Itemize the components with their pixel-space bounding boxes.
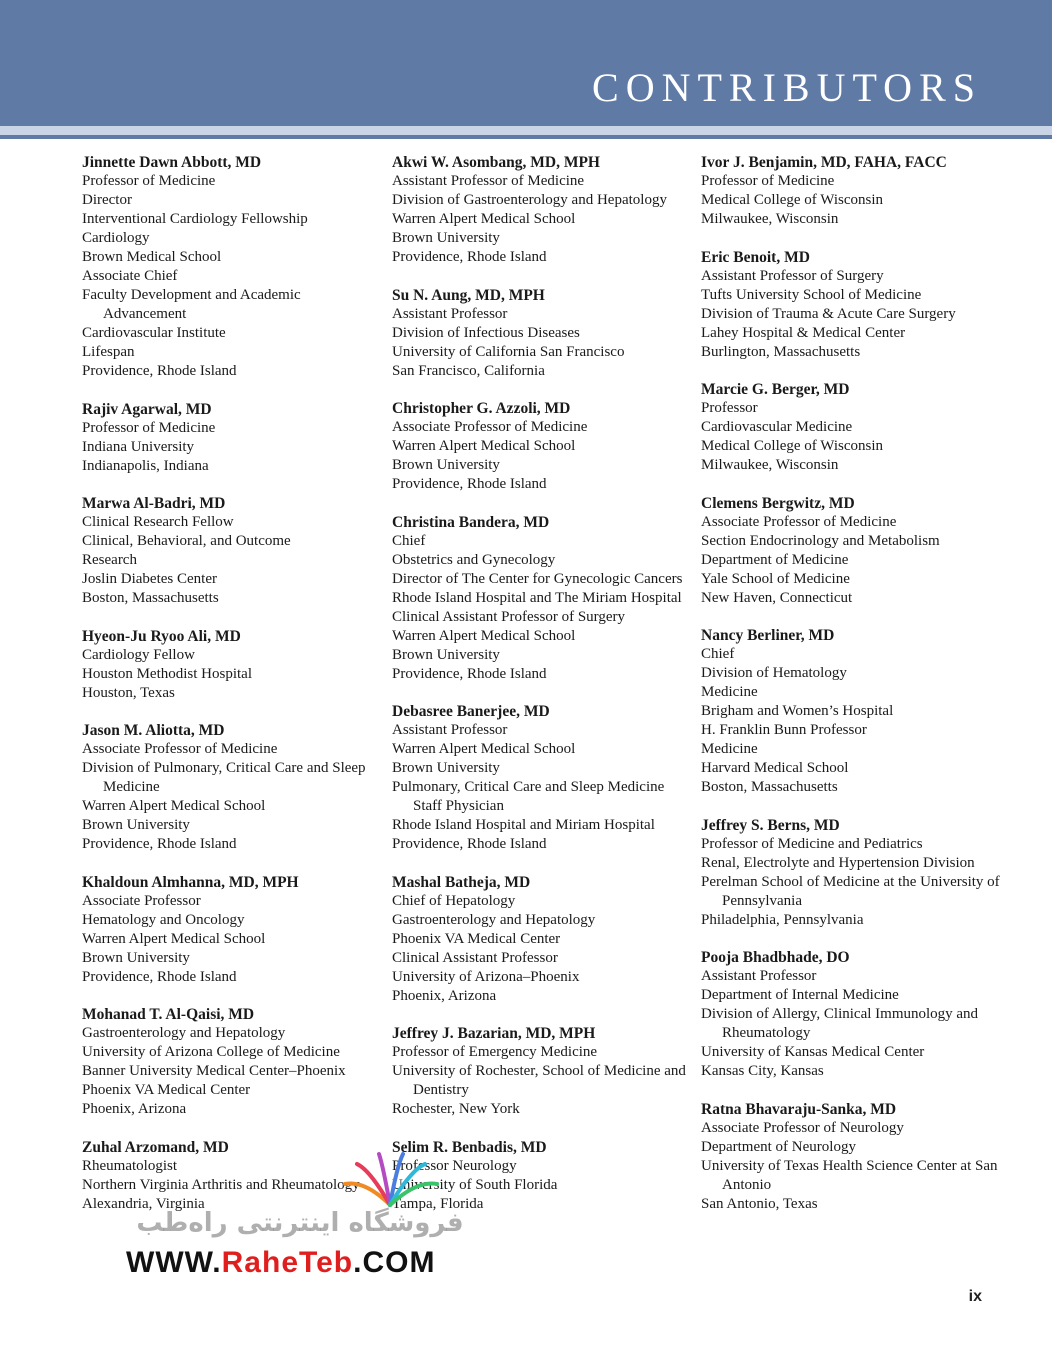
contributor-entry — [392, 873, 692, 1006]
contributor-name: Mashal Batheja, MD — [392, 873, 531, 891]
contributor-name: Marcie G. Berger, MD — [701, 381, 850, 398]
contributor-entry — [701, 816, 1006, 930]
contributor-affiliation-line: Renal, Electrolyte and Hypertension Division — [701, 854, 975, 871]
contributor-affiliation-line: Professor of Emergency Medicine — [392, 1044, 598, 1060]
contributor-affiliation-line: Medicine — [701, 741, 758, 757]
contributor-affiliation-line: Chief — [392, 532, 426, 549]
contributors-column-2 — [392, 153, 692, 1232]
contributor-affiliation-line: Clinical Research Fellow — [82, 514, 234, 530]
watermark-url — [126, 1246, 435, 1280]
contributor-affiliation-line: Warren Alpert Medical School — [392, 211, 576, 227]
contributor-entry — [82, 153, 382, 381]
contributor-name: Marwa Al-Badri, MD — [82, 495, 226, 512]
contributor-affiliation-line: Section Endocrinology and Metabolism — [701, 532, 940, 549]
contributor-affiliation-line: Associate Professor of Neurology — [701, 1119, 904, 1136]
contributor-entry — [82, 873, 382, 987]
contributor-affiliation-line: Lifespan — [82, 344, 135, 360]
contributor-affiliation-line: Cardiology — [82, 230, 150, 246]
watermark-persian-text: فروشگاه اینترنتی راه‌طب — [136, 1208, 464, 1238]
contributor-affiliation-line: Cardiovascular Institute — [82, 325, 226, 341]
contributor-affiliation-line: Division of Trauma & Acute Care Surgery — [701, 305, 956, 322]
contributor-affiliation-line: Rhode Island Hospital and The Miriam Hospital — [392, 589, 682, 606]
contributor-name: Hyeon-Ju Ryoo Ali, MD — [82, 627, 241, 645]
contributor-name: Jinnette Dawn Abbott, MD — [82, 154, 262, 171]
contributor-affiliation-line: Assistant Professor — [392, 722, 508, 738]
contributor-affiliation-line: Department of Internal Medicine — [701, 987, 899, 1003]
contributor-affiliation-line: Associate Chief — [82, 268, 178, 284]
contributor-affiliation-line: Indiana University — [82, 438, 195, 455]
contributor-affiliation-line: Associate Professor of Medicine — [82, 741, 278, 757]
contributor-entry — [701, 380, 1006, 475]
contributor-affiliation-line: Brigham and Women’s Hospital — [701, 703, 894, 719]
contributor-affiliation-line: Phoenix VA Medical Center — [392, 930, 561, 947]
contributor-affiliation-line: Warren Alpert Medical School — [392, 438, 576, 454]
contributor-affiliation-line: Associate Professor — [82, 892, 201, 909]
contributor-name: Ratna Bhavaraju-Sanka, MD — [701, 1100, 897, 1118]
contributor-name: Khaldoun Almhanna, MD, MPH — [82, 873, 299, 891]
contributor-affiliation-line: Tampa, Florida — [392, 1195, 484, 1212]
watermark-url-brand: RaheTeb — [221, 1246, 354, 1279]
contributor-affiliation-line: Medicine — [701, 684, 758, 700]
contributor-affiliation-line: Joslin Diabetes Center — [82, 571, 217, 587]
contributor-affiliation-line: Harvard Medical School — [701, 760, 849, 776]
contributor-affiliation-line: Houston, Texas — [82, 684, 175, 701]
contributor-affiliation-line: Northern Virginia Arthritis and Rheumatology — [82, 1176, 360, 1193]
contributor-affiliation-line: Division of Allergy, Clinical Immunology and Rheumatology — [701, 1006, 979, 1041]
contributor-affiliation-line: Brown University — [392, 760, 500, 776]
contributor-affiliation-line: Professor of Medicine — [82, 173, 216, 189]
contributors-column-1 — [82, 153, 382, 1232]
contributor-affiliation-line: Providence, Rhode Island — [82, 363, 237, 379]
contributor-affiliation-line: Brown University — [392, 457, 500, 473]
contributor-affiliation-line: Professor Neurology — [392, 1157, 517, 1174]
page-number: ix — [968, 1288, 982, 1305]
contributor-name: Rajiv Agarwal, MD — [82, 400, 212, 418]
contributor-name: Akwi W. Asombang, MD, MPH — [392, 154, 600, 171]
contributor-affiliation-line: Gastroenterology and Hepatology — [82, 1025, 286, 1041]
contributor-affiliation-line: Brown Medical School — [82, 249, 222, 265]
contributor-affiliation-line: Chief of Hepatology — [392, 892, 516, 909]
contributor-affiliation-line: Cardiology Fellow — [82, 646, 195, 663]
contributor-affiliation-line: University of California San Francisco — [392, 343, 625, 360]
contributor-affiliation-line: University of Arizona–Phoenix — [392, 968, 580, 985]
contributor-name: Zuhal Arzomand, MD — [82, 1138, 229, 1156]
contributor-entry — [82, 1005, 382, 1119]
header-banner — [0, 0, 1052, 126]
contributor-affiliation-line: University of Rochester, School of Medicine and Dentistry — [392, 1063, 686, 1098]
contributor-affiliation-line: Professor — [701, 400, 758, 416]
contributor-name: Jason M. Aliotta, MD — [82, 722, 225, 739]
contributor-affiliation-line: Clinical Assistant Professor — [392, 949, 558, 966]
contributor-affiliation-line: Assistant Professor — [701, 968, 817, 984]
contributor-entry — [701, 248, 1006, 362]
contributor-affiliation-line: Burlington, Massachusetts — [701, 343, 861, 360]
contributor-affiliation-line: Warren Alpert Medical School — [392, 741, 576, 757]
contributor-affiliation-line: University of South Florida — [392, 1176, 558, 1193]
contributor-affiliation-line: University of Texas Health Science Center at San Antonio — [701, 1157, 998, 1193]
contributor-affiliation-line: San Antonio, Texas — [701, 1195, 818, 1212]
contributor-affiliation-line: Tufts University School of Medicine — [701, 286, 922, 303]
contributor-affiliation-line: Kansas City, Kansas — [701, 1063, 824, 1079]
contributor-affiliation-line: Warren Alpert Medical School — [392, 627, 576, 644]
contributor-affiliation-line: Hematology and Oncology — [82, 911, 245, 928]
contributor-affiliation-line: Obstetrics and Gynecology — [392, 551, 556, 568]
contributor-entry — [392, 286, 692, 381]
contributor-name: Eric Benoit, MD — [701, 248, 810, 266]
contributor-affiliation-line: University of Arizona College of Medicine — [82, 1044, 340, 1060]
contributor-affiliation-line: Professor of Medicine and Pediatrics — [701, 835, 923, 852]
contributor-entry — [82, 627, 382, 703]
contributor-entry — [82, 721, 382, 854]
contributor-entry — [392, 1024, 692, 1119]
contributor-entry — [701, 153, 1006, 229]
contributor-affiliation-line: Phoenix, Arizona — [392, 987, 497, 1004]
contributor-affiliation-line: Rhode Island Hospital and Miriam Hospital — [392, 817, 655, 833]
contributor-affiliation-line: Medical College of Wisconsin — [701, 192, 883, 208]
contributor-affiliation-line: Assistant Professor of Surgery — [701, 267, 884, 284]
contributor-affiliation-line: Rheumatologist — [82, 1157, 177, 1174]
contributor-affiliation-line: Providence, Rhode Island — [82, 836, 237, 852]
contributor-affiliation-line: Providence, Rhode Island — [392, 476, 547, 492]
contributor-name: Nancy Berliner, MD — [701, 627, 835, 644]
contributor-entry — [82, 400, 382, 476]
contributor-name: Debasree Banerjee, MD — [392, 703, 550, 720]
contributor-entry — [701, 1100, 1006, 1214]
contributor-affiliation-line: Phoenix, Arizona — [82, 1101, 187, 1117]
contributor-affiliation-line: Philadelphia, Pennsylvania — [701, 911, 864, 928]
contributor-affiliation-line: Pulmonary, Critical Care and Sleep Medicine Staff Physician — [392, 779, 665, 814]
contributor-entry — [392, 702, 692, 854]
contributor-affiliation-line: Perelman School of Medicine at the University of Pennsylvania — [701, 873, 1000, 909]
contributor-affiliation-line: Phoenix VA Medical Center — [82, 1082, 251, 1098]
contributor-affiliation-line: Rochester, New York — [392, 1101, 520, 1117]
contributor-entry — [392, 153, 692, 267]
contributor-affiliation-line: Director of The Center for Gynecologic Cancers — [392, 570, 683, 587]
contributor-affiliation-line: Professor of Medicine — [82, 419, 216, 436]
contributor-affiliation-line: Boston, Massachusetts — [701, 779, 838, 795]
contributor-affiliation-line: Director — [82, 192, 132, 208]
contributor-name: Jeffrey J. Bazarian, MD, MPH — [392, 1025, 596, 1042]
contributor-affiliation-line: Research — [82, 552, 137, 568]
contributor-name: Clemens Bergwitz, MD — [701, 494, 855, 512]
contributor-affiliation-line: Banner University Medical Center–Phoenix — [82, 1063, 346, 1079]
header-divider-dark — [0, 135, 1052, 139]
contributor-affiliation-line: Brown University — [82, 817, 190, 833]
contributor-entry — [392, 399, 692, 494]
contributor-affiliation-line: Providence, Rhode Island — [392, 249, 547, 265]
contributor-name: Selim R. Benbadis, MD — [392, 1138, 547, 1156]
contributor-affiliation-line: Division of Gastroenterology and Hepatology — [392, 192, 667, 208]
watermark-url-suffix: .COM — [353, 1246, 436, 1279]
contributor-affiliation-line: Boston, Massachusetts — [82, 590, 219, 606]
contributor-entry — [701, 494, 1006, 608]
contributor-name: Pooja Bhadbhade, DO — [701, 949, 850, 966]
contributor-entry — [82, 494, 382, 608]
contributor-affiliation-line: Alexandria, Virginia — [82, 1195, 205, 1212]
contributor-affiliation-line: Houston Methodist Hospital — [82, 665, 253, 682]
contributor-affiliation-line: Warren Alpert Medical School — [82, 798, 266, 814]
contributor-affiliation-line: Providence, Rhode Island — [82, 968, 237, 985]
contributor-name: Christina Bandera, MD — [392, 513, 550, 531]
contributor-affiliation-line: Assistant Professor of Medicine — [392, 173, 585, 189]
page-title: CONTRIBUTORS — [592, 65, 982, 110]
contributor-affiliation-line: Department of Neurology — [701, 1138, 856, 1155]
contributor-affiliation-line: Providence, Rhode Island — [392, 665, 547, 682]
contributor-affiliation-line: San Francisco, California — [392, 362, 545, 379]
contributor-affiliation-line: Clinical Assistant Professor of Surgery — [392, 608, 626, 625]
watermark-url-prefix: WWW. — [126, 1246, 222, 1279]
contributor-affiliation-line: Assistant Professor — [392, 305, 508, 322]
contributor-affiliation-line: Gastroenterology and Hepatology — [392, 911, 596, 928]
contributor-name: Ivor J. Benjamin, MD, FAHA, FACC — [701, 154, 947, 171]
contributor-affiliation-line: Division of Hematology — [701, 665, 847, 681]
contributor-affiliation-line: University of Kansas Medical Center — [701, 1044, 925, 1060]
contributor-affiliation-line: Cardiovascular Medicine — [701, 419, 853, 435]
contributor-affiliation-line: Department of Medicine — [701, 551, 849, 568]
contributor-affiliation-line: Medical College of Wisconsin — [701, 438, 883, 454]
contributor-affiliation-line: Associate Professor of Medicine — [392, 419, 588, 435]
contributor-affiliation-line: Interventional Cardiology Fellowship — [82, 211, 308, 227]
contributor-affiliation-line: Faculty Development and Academic Advancement — [82, 287, 301, 322]
contributor-affiliation-line: Indianapolis, Indiana — [82, 457, 209, 474]
contributor-affiliation-line: Division of Pulmonary, Critical Care and Sleep Medicine — [82, 760, 366, 795]
contributor-affiliation-line: Division of Infectious Diseases — [392, 324, 580, 341]
contributor-entry — [392, 513, 692, 684]
header-divider-light — [0, 126, 1052, 135]
contributor-affiliation-line: Lahey Hospital & Medical Center — [701, 324, 906, 341]
contributor-entry — [701, 626, 1006, 797]
contributor-name: Christopher G. Azzoli, MD — [392, 400, 571, 417]
contributor-affiliation-line: Associate Professor of Medicine — [701, 513, 897, 530]
contributor-affiliation-line: Brown University — [392, 230, 500, 246]
contributors-column-3 — [701, 153, 1006, 1232]
contributor-affiliation-line: New Haven, Connecticut — [701, 589, 853, 606]
contributor-entry — [701, 948, 1006, 1081]
contributor-affiliation-line: Clinical, Behavioral, and Outcome — [82, 533, 291, 549]
contributor-name: Mohanad T. Al-Qaisi, MD — [82, 1006, 255, 1023]
contributor-name: Jeffrey S. Berns, MD — [701, 816, 840, 834]
contributor-affiliation-line: Brown University — [82, 949, 190, 966]
contributor-name: Su N. Aung, MD, MPH — [392, 286, 545, 304]
book-logo-icon — [335, 1150, 445, 1210]
contributor-affiliation-line: Brown University — [392, 646, 500, 663]
contributor-affiliation-line: Milwaukee, Wisconsin — [701, 457, 839, 473]
contributor-affiliation-line: Warren Alpert Medical School — [82, 930, 266, 947]
contributor-affiliation-line: Chief — [701, 646, 735, 662]
contributor-affiliation-line: H. Franklin Bunn Professor — [701, 722, 867, 738]
contributor-affiliation-line: Providence, Rhode Island — [392, 836, 547, 852]
contributor-affiliation-line: Professor of Medicine — [701, 173, 835, 189]
contributor-affiliation-line: Milwaukee, Wisconsin — [701, 211, 839, 227]
watermark — [120, 1150, 480, 1280]
contributor-affiliation-line: Yale School of Medicine — [701, 570, 850, 587]
